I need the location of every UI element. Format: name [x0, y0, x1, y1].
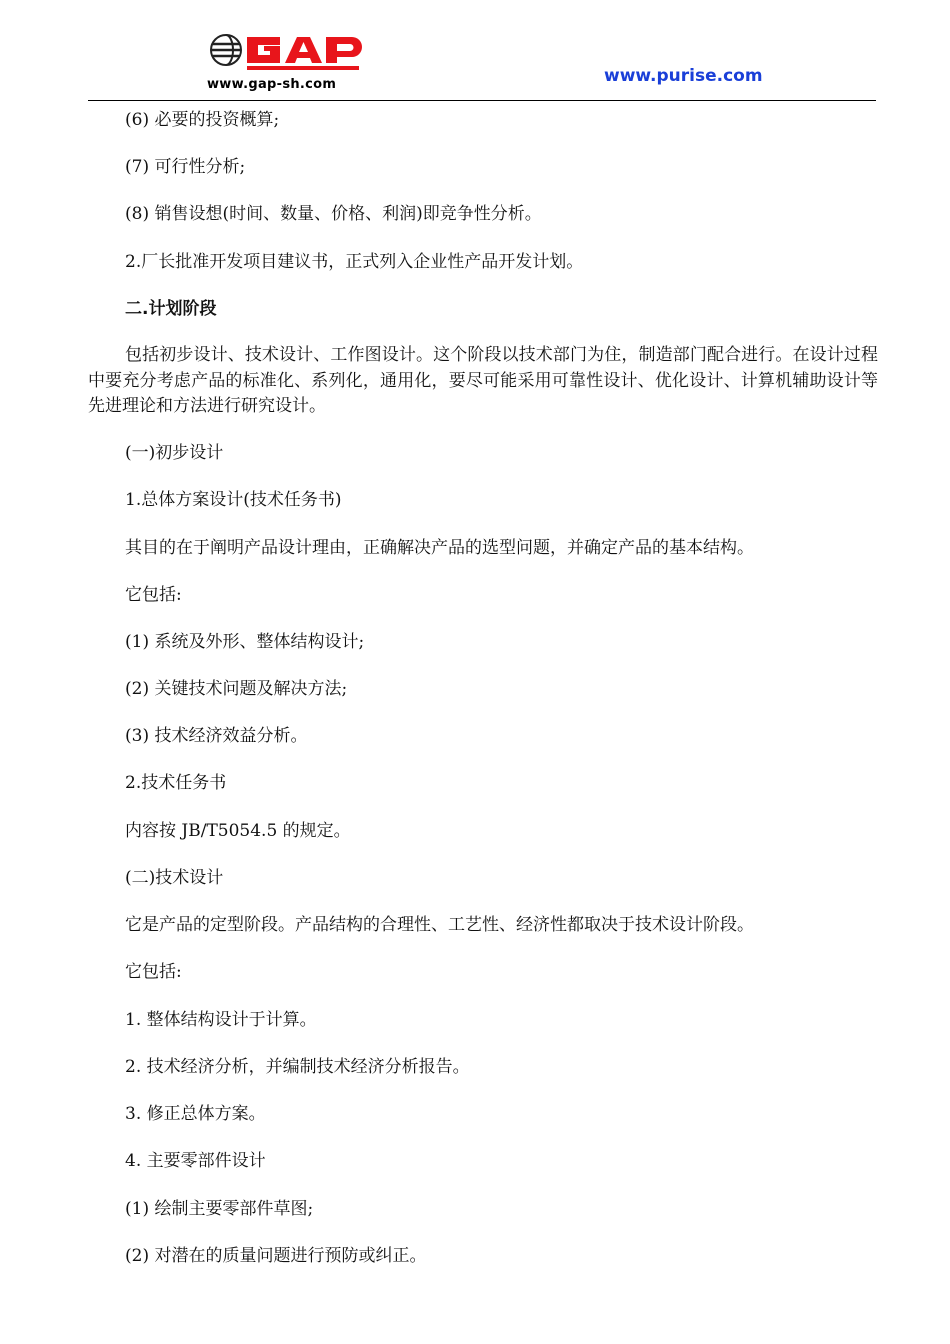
paragraph: 它是产品的定型阶段。产品结构的合理性、工艺性、经济性都取决于技术设计阶段。: [125, 915, 754, 935]
paragraph: 其目的在于阐明产品设计理由，正确解决产品的选型问题，并确定产品的基本结构。: [125, 538, 754, 558]
list-item: 1. 整体结构设计于计算。: [125, 1010, 317, 1030]
gap-wordmark: [247, 37, 362, 70]
list-item: (7) 可行性分析;: [125, 157, 246, 177]
list-item: 3. 修正总体方案。: [125, 1104, 266, 1124]
list-item: (1) 绘制主要零部件草图;: [125, 1199, 314, 1219]
header-divider: [88, 100, 876, 101]
list-item: 4. 主要零部件设计: [125, 1151, 266, 1171]
list-item: (2) 关键技术问题及解决方法;: [125, 679, 348, 699]
site-url-link[interactable]: www.purise.com: [604, 66, 763, 86]
list-item: 2. 技术经济分析，并编制技术经济分析报告。: [125, 1057, 470, 1077]
paragraph: 内容按 JB/T5054.5 的规定。: [125, 821, 351, 841]
subsection-heading: (一)初步设计: [125, 443, 224, 463]
section-heading: 二.计划阶段: [125, 299, 217, 319]
item-heading: 2.技术任务书: [125, 773, 227, 793]
page-header: [0, 0, 950, 102]
globe-icon: [211, 35, 241, 65]
list-item: (6) 必要的投资概算;: [125, 110, 280, 130]
item-heading: 1.总体方案设计(技术任务书): [125, 490, 342, 510]
paragraph: 它包括:: [125, 962, 182, 982]
paragraph: 它包括:: [125, 585, 182, 605]
logo-url-text[interactable]: www.gap-sh.com: [207, 77, 337, 92]
paragraph: 包括初步设计、技术设计、工作图设计。这个阶段以技术部门为住，制造部门配合进行。在设计过程中要充分考虑产品的标准化、系列化，通用化，要尽可能采用可靠性设计、优化设计、计算机辅助设计等先进理论和方法进行研究设计。: [88, 345, 878, 416]
list-item: (3) 技术经济效益分析。: [125, 726, 308, 746]
paragraph: 2.厂长批准开发项目建议书，正式列入企业性产品开发计划。: [125, 252, 584, 272]
list-item: (8) 销售设想(时间、数量、价格、利润)即竞争性分析。: [125, 204, 542, 224]
subsection-heading: (二)技术设计: [125, 868, 224, 888]
list-item: (2) 对潜在的质量问题进行预防或纠正。: [125, 1246, 427, 1266]
list-item: (1) 系统及外形、整体结构设计;: [125, 632, 365, 652]
